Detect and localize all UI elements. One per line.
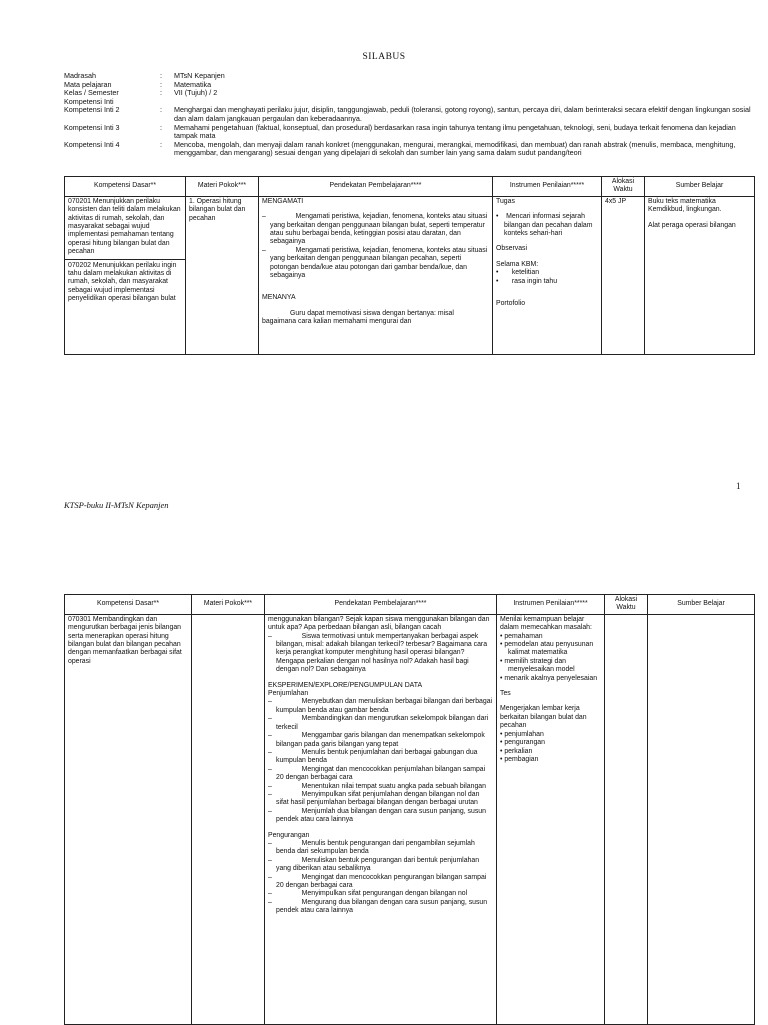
activity-item: – Mengingat dan mencocokkan penjumlahan bilangan sampai 20 dengan berbagai cara [268, 765, 486, 782]
instrument-item: • pengurangan [500, 739, 545, 747]
activity-item: Guru dapat memotivasi siswa dengan bertanya: misal bagaimana cara kalian memahami mengurai dan [262, 309, 454, 326]
header-pendekatan: Pendekatan Pembelajaran**** [259, 177, 493, 197]
meta-key: Kompetensi Inti [64, 96, 114, 106]
materi-cell: 1. Operasi hitung bilangan bulat dan pecahan [186, 196, 259, 354]
meta-value: Memahami pengetahuan (faktual, konseptual, dan prosedural) berdasarkan rasa ingin tahunya tentang ilmu pengetahuan, teknologi, seni, budaya terkait fenomena dan kejadian tampak mata [174, 122, 736, 141]
meta-value: MTsN Kepanjen [174, 71, 225, 80]
instrument-item: • rasa ingin tahu [496, 277, 558, 285]
meta-value: Mencoba, mengolah, dan menyaji dalam ranah konkret (menggunakan, mengurai, merangkai, memodifikasi, dan membuat) dan ranah abstrak (menulis, membaca, menghitung, menggambar, dan mengarang) sesuai dengan yang dipelajari di sekolah dan sumber lain yang sama dalam sudut pandang/teori [174, 139, 736, 158]
meta-row: Kompetensi Inti 3 : Memahami pengetahuan (faktual, konseptual, dan prosedural) berdasarkan rasa ingin tahunya tentang ilmu pengetahuan, teknologi, seni, budaya terkait fenomena dan kejadian tampak mata [64, 124, 754, 141]
meta-row: Madrasah : MTsN Kepanjen [64, 72, 754, 81]
activity-item: – Membandingkan dan mengurutkan sekelompok bilangan dari terkecil [268, 715, 489, 731]
pendekatan-cell [259, 196, 493, 354]
meta-key: Madrasah [64, 71, 96, 80]
instrument-item-text: perkalian [504, 747, 533, 755]
activity-text: Mengingat dan mencocokkan penjumlahan bilangan sampai 20 dengan berbagai cara [276, 765, 486, 782]
spacer [268, 825, 493, 832]
header-sumber: Sumber Belajar [645, 177, 755, 197]
activity-item: – Menulis bentuk pengurangan dari pengambilan sejumlah benda dari sekumpulan benda [268, 839, 475, 856]
instrument-item: • perkalian [500, 747, 533, 755]
alokasi-cell: 4x5 JP [602, 196, 645, 354]
section-heading: MENANYA [262, 294, 296, 302]
activity-item: – Mengamati peristiwa, kejadian, fenomena, konteks atau situasi yang berkaitan dengan penggunaan bilangan bulat, seperti temperatur atau suhu berbagai benda, ketinggian posisi atau daratan, dan sebagainya [262, 213, 488, 246]
section-heading: MENGAMATI [262, 197, 304, 205]
meta-row: Kompetensi Inti 4 : Mencoba, mengolah, dan menyaji dalam ranah konkret (menggunakan, mengurai, merangkai, memodifikasi, dan membuat) dan ranah abstrak (menulis, membaca, menghitung, menggambar, dan mengarang) sesuai dengan yang dipelajari di sekolah dan sumber lain yang sama dalam sudut pandang/teori [64, 141, 754, 158]
meta-row: Kompetensi Inti 2 : Menghargai dan menghayati perilaku jujur, disiplin, tanggungjawab, peduli (toleransi, gotong royong), santun, percaya diri, dalam berinteraksi secara efektif dengan lingkungan sosial dan alam dalam jangkauan pergaulan dan keberadaannya. [64, 106, 754, 123]
instrument-item: • pemahaman [500, 632, 543, 640]
instrument-item: • memilih strategi dan menyelesaikan model [500, 657, 575, 674]
meta-value: Matematika [174, 79, 212, 89]
meta-key: Kompetensi Inti 4 [64, 139, 120, 149]
header-materi: Materi Pokok*** [186, 177, 259, 197]
activity-item: – Siswa termotivasi untuk mempertanyakan berbagai aspek bilangan, misal: adakah bilangan terkecil? terbesar? Bagaimana cara kerja perangkat komputer menghitung hasil operasi bilangan? Mengapa perkalian dengan nol hasilnya nol? Adakah hasil bagi dengan nol? Dan sebagainya [268, 632, 488, 674]
alokasi-cell [605, 614, 648, 1024]
activity-item: – Menyimpulkan sifat pengurangan dengan bilangan nol [268, 890, 468, 898]
activity-text: Menulis bentuk pengurangan dari pengambilan sejumlah benda dari sekumpulan benda [276, 839, 475, 856]
header-row [65, 177, 755, 197]
instrument-label: Portofolio [496, 300, 526, 308]
instrument-item: • pemodelan atau penyusunan kalimat matematika [500, 641, 594, 657]
page-footer: KTSP-buku II-MTsN Kepanjen [64, 500, 169, 510]
activity-item: – Menulis bentuk penjumlahan dari berbagai gabungan dua kumpulan benda [268, 748, 478, 765]
instrument-label: Tes [500, 690, 511, 698]
pendekatan-cell [265, 614, 497, 1024]
source-item: Alat peraga operasi bilangan [648, 221, 736, 229]
activity-text: Menjumlah dua bilangan dengan cara susun panjang, susun pendek atau cara lainnya [276, 807, 486, 824]
activity-item: – Menyebutkan dan menuliskan berbagai bilangan dari berbagai kumpulan benda atau gambar benda [268, 698, 493, 714]
kd-070202: 070202 Menunjukkan perilaku ingin tahu dalam melakukan aktivitas di rumah, sekolah, dan masyarakat sebagai wujud implementasi penyelidikan operasi bilangan bulat [65, 259, 185, 304]
activity-item: – Mengingat dan mencocokkan pengurangan bilangan sampai 20 dengan berbagai cara [268, 873, 487, 889]
section-heading: Pengurangan [268, 831, 310, 839]
activity-item: – Menggambar garis bilangan dan menempatkan sekelompok bilangan pada garis bilangan yang tepat [268, 732, 485, 748]
instrument-item: • menarik akalnya penyelesaian [500, 674, 598, 682]
header-sumber: Sumber Belajar [648, 595, 755, 615]
document-title: SILABUS [362, 52, 406, 62]
instrument-label: Tugas [496, 197, 515, 205]
table-row [65, 196, 755, 354]
instrument-label: Mengerjakan lembar kerja berkaitan bilangan bulat dan pecahan [500, 705, 587, 730]
instrument-label: Observasi [496, 245, 528, 253]
instrumen-cell [497, 614, 605, 1024]
activity-item: – Menuliskan bentuk pengurangan dari bentuk penjumlahan yang diberikan atau sebaliknya [268, 856, 480, 873]
source-item: Buku teks matematika Kemdikbud, lingkungan. [648, 197, 722, 214]
meta-row: Kelas / Semester : VII (Tujuh) / 2 [64, 89, 754, 98]
activity-text: Membandingkan dan mengurutkan sekelompok bilangan dari terkecil [276, 715, 489, 731]
meta-key: Mata pelajaran [64, 79, 112, 89]
instrument-item: • Mencari informasi sejarah bilangan dan pecahan dalam konteks sehari-hari [496, 213, 593, 238]
syllabus-table-2 [64, 594, 755, 1025]
header-alokasi: Alokasi Waktu [602, 177, 645, 197]
activity-text: Siswa termotivasi untuk mempertanyakan berbagai aspek bilangan, misal: adakah bilangan terkecil? terbesar? Bagaimana cara kerja perangkat komputer menghitung hasil operasi bilangan? Mengapa perkalian dengan nol hasilnya nol? Adakah hasil bagi dengan nol? Dan sebagainya [276, 632, 488, 674]
kd-cell: 070301 Membandingkan dan mengurutkan berbagai jenis bilangan serta menerapkan operasi hitung bilangan bulat dan bilangan pecahan dengan memanfaatkan berbagai sifat operasi [65, 614, 192, 1024]
meta-key: Kompetensi Inti 3 [64, 122, 120, 132]
header-kd: Kompetensi Dasar** [65, 595, 192, 615]
instrument-item: • penjumlahan [500, 730, 544, 738]
activity-text: Mengingat dan mencocokkan pengurangan bilangan sampai 20 dengan berbagai cara [276, 873, 487, 889]
meta-value: Menghargai dan menghayati perilaku jujur, disiplin, tanggungjawab, peduli (toleransi, gotong royong), santun, percaya diri, dalam berinteraksi secara efektif dengan lingkungan sosial dan alam dalam jangkauan pergaulan dan keberadaannya. [174, 105, 751, 123]
activity-text: Menuliskan bentuk pengurangan dari bentuk penjumlahan yang diberikan atau sebaliknya [276, 856, 480, 873]
instrument-label: Menilai kemampuan belajar dalam memecahkan masalah: [500, 615, 592, 632]
instrument-list [500, 633, 601, 683]
kd-cell [65, 196, 186, 354]
header-instrumen: Instrumen Penilaian***** [493, 177, 602, 197]
instrument-item-text: pemodelan atau penyusunan kalimat matematika [504, 641, 594, 657]
instrument-item-text: menarik akalnya penyelesaian [504, 674, 598, 682]
instrument-item-text: penjumlahan [504, 730, 544, 738]
meta-value: VII (Tujuh) / 2 [174, 88, 218, 98]
activity-text: Menyimpulkan sifat penjumlahan dengan bilangan nol dan sifat hasil penjumlahan berbagai bilangan dengan berbagai urutan [276, 790, 480, 807]
kd-070201: 070201 Menunjukkan perilaku konsisten dan teliti dalam melakukan aktivitas di rumah, sekolah, dan masyarakat sebagai wujud implementasi pemahaman tentang operasi hitung bilangan bulat dan pecahan [68, 197, 181, 256]
instrument-label: Selama KBM: [496, 260, 539, 268]
spacer [268, 675, 493, 682]
activity-item: – Menentukan nilai tempat suatu angka pada sebuah bilangan [268, 782, 486, 790]
meta-key: Kelas / Semester [64, 88, 119, 98]
activity-item: – Mengamati peristiwa, kejadian, fenomena, konteks atau situasi yang berkaitan dengan penggunaan bilangan pecahan, seperti potongan benda/kue atau potongan dari gambar benda/kue, dan sebagainya [262, 246, 488, 280]
activity-text: Menggambar garis bilangan dan menempatkan sekelompok bilangan pada garis bilangan yang tepat [276, 732, 485, 748]
table-row [65, 614, 755, 1024]
activity-item: – Menjumlah dua bilangan dengan cara susun panjang, susun pendek atau cara lainnya [268, 807, 486, 824]
header-row [65, 595, 755, 615]
header-alokasi: Alokasi Waktu [605, 595, 648, 615]
activity-text: Mengurang dua bilangan dengan cara susun panjang, susun pendek atau cara lainnya [276, 898, 488, 915]
meta-key: Kompetensi Inti 2 [64, 105, 120, 115]
instrumen-cell [493, 196, 602, 354]
activity-list [268, 616, 493, 916]
meta-block [64, 72, 754, 158]
instrument-list [500, 731, 601, 765]
activity-item: – Menyimpulkan sifat penjumlahan dengan bilangan nol dan sifat hasil penjumlahan berbagai bilangan dengan berbagai urutan [268, 790, 480, 807]
instrument-item-text: memilih strategi dan menyelesaikan model [504, 657, 575, 674]
activity-text: Menulis bentuk penjumlahan dari berbagai gabungan dua kumpulan benda [276, 748, 478, 765]
activity-text: Menyebutkan dan menuliskan berbagai bilangan dari berbagai kumpulan benda atau gambar benda [276, 698, 493, 714]
header-kd: Kompetensi Dasar** [65, 177, 186, 197]
instrument-item-text: pemahaman [504, 632, 543, 640]
page-number: 1 [736, 481, 741, 491]
materi-cell [192, 614, 265, 1024]
activity-text: Menyimpulkan sifat pengurangan dengan bilangan nol [301, 890, 468, 898]
header-materi: Materi Pokok*** [192, 595, 265, 615]
header-instrumen: Instrumen Penilaian***** [497, 595, 605, 615]
instrument-item-text: pengurangan [504, 739, 545, 747]
section-heading: EKSPERIMEN/EXPLORE/PENGUMPULAN DATA [268, 681, 423, 689]
sumber-cell [645, 196, 755, 354]
header-pendekatan: Pendekatan Pembelajaran**** [265, 595, 497, 615]
meta-row: Mata pelajaran : Matematika [64, 81, 754, 90]
section-heading: menggunakan bilangan? Sejak kapan siswa menggunakan bilangan dan untuk apa? Apa perbedaan bilangan asli, bilangan cacah [268, 615, 490, 632]
syllabus-table-1 [64, 176, 755, 355]
instrument-item: • pembagian [500, 755, 539, 763]
section-heading: Penjumlahan [268, 690, 309, 698]
activity-item: – Mengurang dua bilangan dengan cara susun panjang, susun pendek atau cara lainnya [268, 898, 488, 915]
activity-text: Menentukan nilai tempat suatu angka pada sebuah bilangan [301, 782, 486, 790]
sumber-cell [648, 614, 755, 1024]
instrument-item: • ketelitian [496, 269, 540, 277]
instrument-item-text: pembagian [504, 755, 539, 763]
